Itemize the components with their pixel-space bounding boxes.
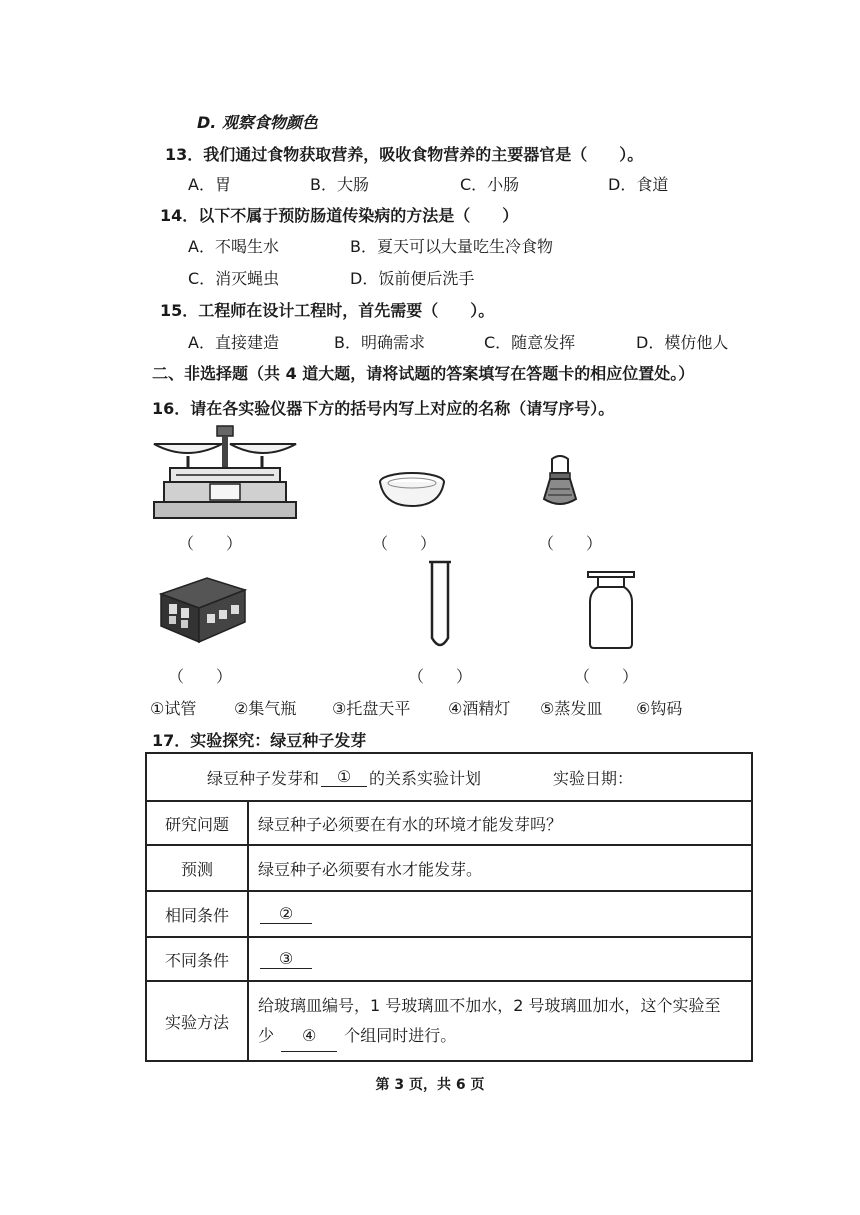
row-label-same-conditions: 相同条件 bbox=[147, 892, 249, 936]
page-number: 第 3 页，共 6 页 bbox=[375, 1077, 485, 1093]
q16-choice-2: ②集气瓶 bbox=[234, 699, 297, 718]
weights-box-icon bbox=[157, 574, 249, 646]
q16-blank-1: （ ） bbox=[178, 534, 243, 553]
table-row bbox=[147, 846, 751, 892]
alcohol-lamp-icon bbox=[540, 455, 580, 511]
row-label-method: 实验方法 bbox=[147, 982, 249, 1060]
q15-stem: 15．工程师在设计工程时，首先需要（ ）。 bbox=[160, 301, 495, 320]
q13-option-b: B．大肠 bbox=[310, 175, 369, 194]
blank-2: ② bbox=[260, 904, 312, 924]
q15-option-d: D．模仿他人 bbox=[636, 333, 729, 352]
q16-blank-5: （ ） bbox=[408, 667, 473, 686]
experiment-plan-table bbox=[145, 752, 753, 1062]
blank-4: ④ bbox=[281, 1021, 337, 1052]
q13-option-d: D．食道 bbox=[608, 175, 669, 194]
q16-blank-2: （ ） bbox=[372, 534, 437, 553]
row-value-prediction: 绿豆种子必须要有水才能发芽。 bbox=[258, 859, 483, 879]
row-value-same-conditions bbox=[249, 892, 751, 936]
row-label-question: 研究问题 bbox=[147, 802, 249, 844]
q16-blank-4: （ ） bbox=[168, 667, 233, 686]
method-line-2-suffix: 个组同时进行。 bbox=[344, 1025, 457, 1045]
table-header-row bbox=[147, 754, 751, 802]
experiment-date-label: 实验日期： bbox=[553, 768, 634, 788]
q14-option-b: B．夏天可以大量吃生冷食物 bbox=[350, 237, 553, 256]
q16-choice-1: ①试管 bbox=[150, 699, 197, 718]
table-row bbox=[147, 802, 751, 846]
q16-choice-3: ③托盘天平 bbox=[332, 699, 411, 718]
q13-option-a: A．胃 bbox=[188, 175, 231, 194]
q14-option-c: C．消灭蝇虫 bbox=[188, 269, 280, 288]
table-row bbox=[147, 982, 751, 1060]
q14-option-d: D．饭前便后洗手 bbox=[350, 269, 475, 288]
method-line-2-prefix: 少 bbox=[258, 1025, 275, 1045]
table-row bbox=[147, 892, 751, 938]
q16-choice-4: ④酒精灯 bbox=[448, 699, 511, 718]
table-title-suffix: 的关系实验计划 bbox=[369, 768, 482, 788]
blank-3: ③ bbox=[260, 949, 312, 969]
section-heading: 二、非选择题（共 4 道大题，请将试题的答案填写在答题卡的相应位置处。） bbox=[152, 364, 695, 383]
q16-choice-5: ⑤蒸发皿 bbox=[540, 699, 603, 718]
q16-blank-3: （ ） bbox=[538, 534, 603, 553]
method-line-1: 给玻璃皿编号，1 号玻璃皿不加水，2 号玻璃皿加水，这个实验至 bbox=[258, 995, 721, 1015]
row-value-different-conditions bbox=[249, 938, 751, 980]
q15-option-a: A．直接建造 bbox=[188, 333, 279, 352]
balance-scale-icon bbox=[150, 422, 300, 522]
gas-jar-icon bbox=[586, 570, 636, 650]
q13-stem: 13．我们通过食物获取营养，吸收食物营养的主要器官是（ ）。 bbox=[165, 145, 644, 164]
q15-option-c: C．随意发挥 bbox=[484, 333, 576, 352]
q14-option-a: A．不喝生水 bbox=[188, 237, 279, 256]
table-row bbox=[147, 938, 751, 982]
q15-option-b: B．明确需求 bbox=[334, 333, 425, 352]
row-label-prediction: 预测 bbox=[147, 846, 249, 890]
q17-stem: 17．实验探究：绿豆种子发芽 bbox=[152, 731, 367, 750]
table-title bbox=[147, 754, 633, 800]
method-line-2 bbox=[258, 1021, 456, 1052]
row-label-different-conditions: 不同条件 bbox=[147, 938, 249, 980]
row-value-question: 绿豆种子必须要在有水的环境才能发芽吗？ bbox=[258, 814, 563, 834]
q14-stem: 14．以下不属于预防肠道传染病的方法是（ ） bbox=[160, 206, 519, 225]
evaporating-dish-icon bbox=[376, 470, 448, 510]
q16-blank-6: （ ） bbox=[574, 667, 639, 686]
q12-option-d: D. 观察食物颜色 bbox=[197, 113, 318, 132]
q16-choice-6: ⑥钩码 bbox=[636, 699, 683, 718]
row-value-method bbox=[249, 982, 751, 1060]
blank-1: ① bbox=[321, 767, 367, 787]
test-tube-icon bbox=[426, 560, 454, 652]
q13-option-c: C．小肠 bbox=[460, 175, 520, 194]
q16-stem: 16．请在各实验仪器下方的括号内写上对应的名称（请写序号）。 bbox=[152, 399, 615, 418]
table-title-prefix: 绿豆种子发芽和 bbox=[207, 768, 320, 788]
